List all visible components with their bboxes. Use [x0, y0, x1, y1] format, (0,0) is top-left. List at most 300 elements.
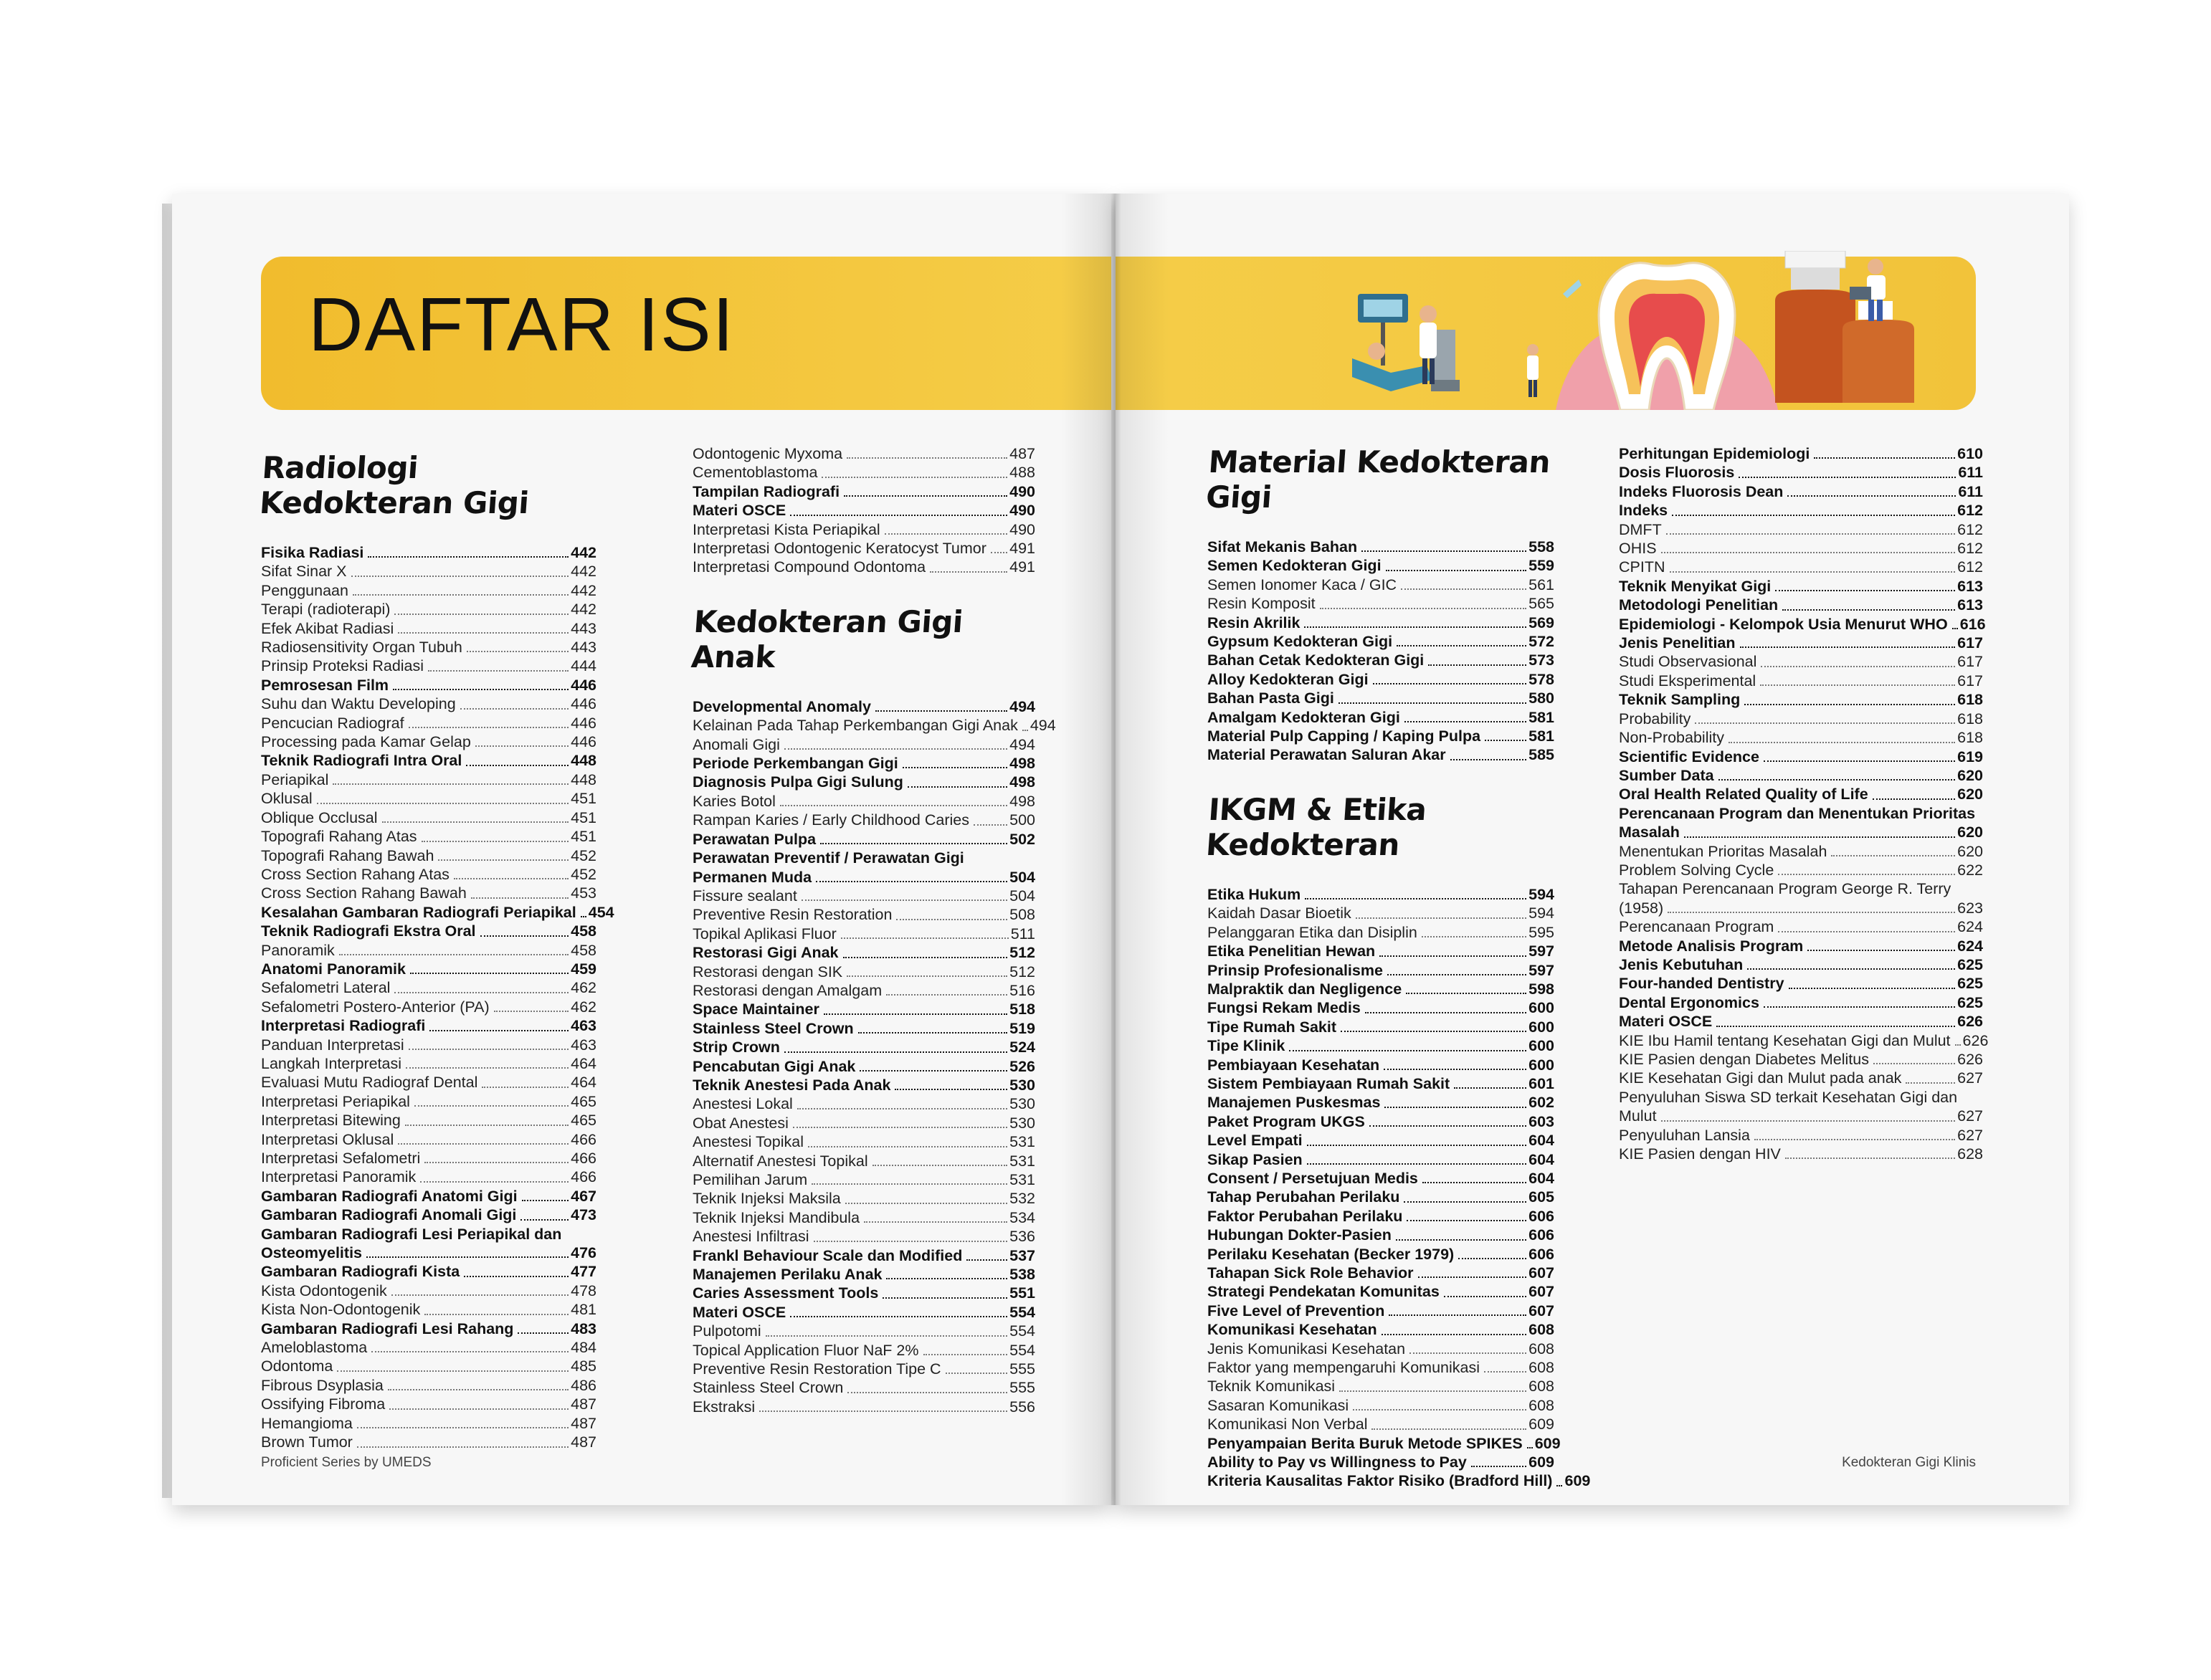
- toc-entry-label: Masalah: [1619, 824, 1680, 841]
- dot-leader: [1754, 1139, 1955, 1140]
- toc-entry: [1207, 1150, 1554, 1169]
- toc-entry-label: Dosis Fluorosis: [1619, 464, 1735, 482]
- toc-entry-page: 620: [1957, 786, 1983, 803]
- dot-leader: [1450, 759, 1527, 760]
- toc-entry-label: Manajemen Puskesmas: [1207, 1094, 1381, 1112]
- toc-entry-page: 531: [1009, 1133, 1035, 1151]
- toc-entry: [1619, 1069, 1983, 1087]
- toc-entry-page: 608: [1528, 1321, 1554, 1339]
- toc-entry: [693, 1322, 1035, 1340]
- toc-entry-label: Jenis Komunikasi Kesehatan: [1207, 1340, 1406, 1357]
- toc-entry: [261, 600, 596, 619]
- toc-entry: [261, 732, 596, 751]
- dot-leader: [886, 1278, 1007, 1279]
- toc-entry-label: KIE Pasien dengan Diabetes Melitus: [1619, 1051, 1869, 1068]
- toc-entry-page: 554: [1009, 1303, 1035, 1321]
- toc-entry-label: Interpretasi Periapikal: [261, 1092, 410, 1110]
- toc-entry: [1619, 1031, 1989, 1050]
- toc-entry-label: Penyuluhan Lansia: [1619, 1126, 1750, 1144]
- toc-entry: [1619, 1050, 1983, 1069]
- toc-entry: [1619, 1145, 1983, 1163]
- toc-entry-label: Restorasi dengan SIK: [693, 963, 843, 980]
- toc-entry-page: 609: [1564, 1472, 1591, 1490]
- toc-entry-label: Interpretasi Kista Periapikal: [693, 520, 880, 538]
- toc-entry: [1619, 558, 1983, 576]
- toc-entry-page: 612: [1957, 520, 1983, 538]
- toc-entry-label: Interpretasi Panoramik: [261, 1168, 417, 1186]
- dot-leader: [391, 1294, 569, 1296]
- dot-leader: [420, 1181, 569, 1183]
- toc-entry-label: Malpraktik dan Negligence: [1207, 980, 1402, 998]
- dot-leader: [885, 533, 1007, 535]
- toc-entry-label: Indeks: [1619, 502, 1668, 520]
- toc-entry: [1619, 728, 1983, 747]
- toc-entry-label: Studi Observasional: [1619, 653, 1757, 671]
- toc-entry-label: Rampan Karies / Early Childhood Caries: [693, 811, 969, 829]
- toc-entry: [1619, 823, 1983, 841]
- tooth-cross-section-icon: [1556, 263, 1778, 410]
- dot-leader: [1787, 495, 1956, 497]
- toc-entry: [1207, 1226, 1554, 1244]
- toc-entry: [1207, 1415, 1554, 1433]
- toc-entry-page: 451: [571, 790, 596, 808]
- dot-leader: [1761, 666, 1955, 667]
- toc-entry: [1207, 1340, 1554, 1358]
- toc-entry-page: 518: [1009, 1001, 1035, 1018]
- dot-leader: [908, 786, 1007, 788]
- dot-leader: [398, 1143, 569, 1145]
- toc-entry-label: Karies Botol: [693, 792, 776, 810]
- toc-entry-label: Topografi Rahang Bawah: [261, 846, 434, 864]
- toc-entry: [693, 520, 1035, 539]
- toc-entry-label: Oral Health Related Quality of Life: [1619, 786, 1868, 803]
- toc-entry-label: Kista Non-Odontogenik: [261, 1301, 421, 1319]
- toc-entry: [1207, 1377, 1554, 1395]
- toc-entry-page: 600: [1528, 1018, 1554, 1036]
- toc-entry: [693, 1341, 1035, 1360]
- toc-entry: [261, 1206, 596, 1224]
- dot-leader: [1716, 1026, 1955, 1027]
- toc-entry-page: 581: [1528, 727, 1554, 745]
- toc-entry-label: Indeks Fluorosis Dean: [1619, 482, 1784, 500]
- toc-entry-page: 490: [1009, 520, 1035, 538]
- toc-entry: [693, 482, 1035, 501]
- toc-entry-label: Perhitungan Epidemiologi: [1619, 445, 1810, 462]
- dot-leader: [1365, 1012, 1526, 1013]
- toc-entry-label: Sefalometri Postero-Anterior (PA): [261, 998, 490, 1016]
- toc-entry-page: 442: [571, 581, 596, 599]
- toc-entry-label: Processing pada Kamar Gelap: [261, 733, 471, 751]
- toc-entry: [1619, 482, 1983, 501]
- toc-entry-page: 442: [571, 563, 596, 581]
- toc-entry-page: 446: [571, 733, 596, 751]
- toc-entry-page: 446: [571, 695, 596, 713]
- toc-entry-page: 451: [571, 808, 596, 826]
- dot-leader: [353, 594, 569, 596]
- dot-leader: [1668, 912, 1955, 913]
- toc-entry: [261, 960, 596, 978]
- toc-entry: [1207, 614, 1554, 632]
- toc-entry-page: 466: [571, 1168, 596, 1186]
- toc-entry-line: Tahapan Perencanaan Program George R. Terry: [1619, 880, 1951, 898]
- toc-entry: [1207, 538, 1554, 556]
- toc-entry-label: Fungsi Rekam Medis: [1207, 999, 1361, 1017]
- toc-entry-page: 444: [571, 657, 596, 675]
- toc-entry-label: Materi OSCE: [1619, 1013, 1713, 1031]
- toc-entry: [1207, 1131, 1554, 1150]
- dot-leader: [816, 881, 1007, 882]
- dot-leader: [797, 1108, 1007, 1109]
- toc-entry-page: 485: [571, 1357, 596, 1375]
- toc-entry: [693, 773, 1035, 791]
- dot-leader: [1785, 1158, 1955, 1159]
- dot-leader: [766, 1335, 1008, 1337]
- dot-leader: [847, 457, 1007, 459]
- toc-entry-page: 554: [1009, 1341, 1035, 1359]
- toc-entry-page: 611: [1958, 482, 1983, 500]
- toc-entry: [1619, 1012, 1983, 1031]
- toc-entry-label: Ossifying Fibroma: [261, 1395, 386, 1413]
- dot-leader: [1384, 1107, 1526, 1108]
- toc-entry-page: 618: [1957, 710, 1983, 727]
- toc-entry-page: 538: [1009, 1266, 1035, 1284]
- toc-entry-label: Faktor yang mempengaruhi Komunikasi: [1207, 1359, 1480, 1377]
- toc-entry-label: Teknik Injeksi Mandibula: [693, 1208, 860, 1226]
- dot-leader: [357, 1446, 569, 1448]
- dot-leader: [1740, 646, 1956, 648]
- dot-leader: [1369, 1125, 1526, 1127]
- toc-entry-label: Tahapan Sick Role Behavior: [1207, 1264, 1414, 1282]
- toc-entry-page: 569: [1528, 614, 1554, 631]
- dot-leader: [759, 1411, 1007, 1412]
- toc-entry-page: 481: [571, 1301, 596, 1319]
- dot-leader: [520, 1219, 569, 1221]
- toc-entry: [1619, 520, 1983, 539]
- toc-entry: [261, 1130, 596, 1149]
- toc-entry-label: Materi OSCE: [693, 502, 786, 520]
- toc-entry: [1207, 727, 1554, 745]
- toc-entry-label: Manajemen Perilaku Anak: [693, 1266, 883, 1284]
- toc-entry-label: Odontogenic Myxoma: [693, 445, 843, 462]
- toc-entry-label: Pencucian Radiograf: [261, 714, 404, 732]
- dot-leader: [883, 1297, 1007, 1299]
- toc-entry-page: 605: [1528, 1188, 1554, 1206]
- toc-entry-page: 488: [1009, 464, 1035, 482]
- toc-entry-page: 451: [571, 828, 596, 846]
- toc-entry-label: Sasaran Komunikasi: [1207, 1396, 1349, 1414]
- toc-entry-page: 624: [1957, 937, 1983, 955]
- dot-leader: [974, 824, 1007, 826]
- toc-entry-label: KIE Ibu Hamil tentang Kesehatan Gigi dan Mulut: [1619, 1031, 1951, 1049]
- toc-entry: [1619, 463, 1983, 482]
- dot-leader: [409, 1049, 569, 1050]
- toc-entry: [1207, 1358, 1554, 1377]
- toc-entry-label: Jenis Kebutuhan: [1619, 955, 1744, 973]
- toc-entry-page: 442: [571, 544, 596, 561]
- dot-leader: [1444, 1296, 1526, 1297]
- toc-entry: [261, 998, 596, 1016]
- toc-entry: [261, 1338, 596, 1357]
- toc-entry-page: 462: [571, 998, 596, 1016]
- toc-entry-page: 466: [571, 1130, 596, 1148]
- toc-entry-label: Consent / Persetujuan Medis: [1207, 1169, 1418, 1187]
- toc-entry: [693, 1246, 1035, 1265]
- toc-entry-label: Sifat Sinar X: [261, 563, 347, 581]
- toc-entry: [261, 638, 596, 657]
- toc-entry: [1619, 672, 1983, 690]
- dot-leader: [1764, 760, 1955, 762]
- toc-entry-label: Jenis Penelitian: [1619, 634, 1736, 652]
- dot-leader: [368, 556, 569, 558]
- toc-entry-page: 463: [571, 1036, 596, 1054]
- toc-entry: [1619, 955, 1983, 974]
- toc-entry-label: Perilaku Kesehatan (Becker 1979): [1207, 1245, 1455, 1263]
- toc-entry-label: Gypsum Kedokteran Gigi: [1207, 633, 1393, 651]
- toc-entry-label: Stainless Steel Crown: [693, 1379, 844, 1397]
- toc-entry-page: 494: [1009, 735, 1035, 753]
- toc-entry-page: 597: [1528, 961, 1554, 979]
- toc-entry-label: Strategi Pendekatan Komunitas: [1207, 1283, 1440, 1301]
- toc-entry-label: Brown Tumor: [261, 1433, 353, 1451]
- toc-entry-page: 619: [1957, 748, 1983, 765]
- dot-leader: [1387, 974, 1526, 975]
- toc-entry-page: 465: [571, 1092, 596, 1110]
- toc-entry-label: Evaluasi Mutu Radiograf Dental: [261, 1074, 478, 1092]
- toc-entry-page: 602: [1528, 1094, 1554, 1112]
- toc-entry-label: Etika Penelitian Hewan: [1207, 942, 1376, 960]
- dot-leader: [841, 937, 1009, 939]
- toc-entry-label: Semen Kedokteran Gigi: [1207, 557, 1382, 575]
- toc-entry-page: 459: [571, 960, 596, 978]
- toc-entry: [693, 1284, 1035, 1302]
- toc-entry-label: Gambaran Radiografi Anatomi Gigi: [261, 1187, 518, 1205]
- dot-leader: [1747, 968, 1955, 970]
- dot-leader: [1775, 590, 1955, 591]
- toc-entry-label: Anatomi Panoramik: [261, 960, 406, 978]
- toc-entry: [261, 1300, 596, 1319]
- toc-entry: [261, 922, 596, 940]
- toc-entry: [693, 1170, 1035, 1189]
- section-heading: Material Kedokteran Gigi: [1204, 444, 1551, 515]
- dot-leader: [1955, 1044, 1961, 1046]
- toc-entry-page: 448: [571, 752, 596, 770]
- toc-entry-label: Pembiayaan Kesehatan: [1207, 1056, 1380, 1074]
- toc-entry-page: 622: [1957, 861, 1983, 879]
- toc-entry-label: Anestesi Lokal: [693, 1095, 793, 1113]
- dot-leader: [454, 878, 569, 879]
- footer-book-title: Kedokteran Gigi Klinis: [1842, 1455, 1976, 1470]
- toc-entry-label: Topikal Aplikasi Fluor: [693, 925, 837, 942]
- toc-entry: [1619, 501, 1983, 520]
- toc-entry-label: Level Empati: [1207, 1132, 1303, 1150]
- toc-entry: [261, 657, 596, 675]
- toc-entry-label: Semen Ionomer Kaca / GIC: [1207, 576, 1397, 593]
- toc-entry-label: Anestesi Topikal: [693, 1133, 804, 1151]
- toc-entry-page: 597: [1528, 942, 1554, 960]
- toc-entry: [693, 1152, 1035, 1170]
- toc-entry-page: 627: [1957, 1069, 1983, 1087]
- dot-leader: [357, 1427, 569, 1428]
- toc-entry: [693, 1038, 1035, 1056]
- toc-entry-page: 487: [1009, 445, 1035, 462]
- dot-leader: [1384, 1069, 1526, 1070]
- dot-leader: [1672, 515, 1955, 516]
- dot-leader: [1396, 1239, 1526, 1241]
- toc-entry: [261, 1016, 596, 1035]
- toc-entry-page: 604: [1528, 1150, 1554, 1168]
- toc-entry-label: Periode Perkembangan Gigi: [693, 755, 898, 773]
- toc-entry: [1207, 998, 1554, 1017]
- toc-entry: [1619, 444, 1983, 463]
- toc-entry-label: Interpretasi Bitewing: [261, 1112, 401, 1130]
- toc-entry-page: 626: [1957, 1051, 1983, 1068]
- toc-entry: [1619, 785, 1983, 803]
- toc-entry-page: 609: [1534, 1434, 1561, 1452]
- toc-entry: [693, 905, 1035, 924]
- dot-leader: [896, 919, 1007, 920]
- toc-entry-page: 561: [1528, 576, 1554, 593]
- toc-entry-page: 526: [1009, 1057, 1035, 1075]
- dot-leader: [1386, 570, 1527, 571]
- toc-entry-page: 463: [571, 1017, 596, 1035]
- toc-entry-label: Tipe Rumah Sakit: [1207, 1018, 1337, 1036]
- toc-entry-label: Kesalahan Gambaran Radiografi Periapikal: [261, 903, 576, 921]
- toc-entry-page: 598: [1528, 980, 1554, 998]
- dot-leader: [480, 935, 569, 937]
- toc-entry: [261, 1073, 596, 1092]
- toc-entry: [1207, 745, 1554, 764]
- toc-entry-page: 498: [1009, 792, 1035, 810]
- toc-entry: [693, 1094, 1035, 1113]
- toc-entry-page: 559: [1528, 557, 1554, 575]
- dot-leader: [1661, 552, 1956, 553]
- toc-entry-label: Obat Anestesi: [693, 1114, 789, 1132]
- toc-entry: [693, 1189, 1035, 1208]
- dot-leader: [1422, 1182, 1526, 1183]
- toc-entry-label: Hemangioma: [261, 1414, 353, 1432]
- toc-entry: [693, 1076, 1035, 1094]
- toc-entry-page: 484: [571, 1339, 596, 1357]
- toc-entry-page: 487: [571, 1433, 596, 1451]
- dot-leader: [845, 1203, 1007, 1204]
- dot-leader: [410, 973, 569, 974]
- toc-entry-page: 613: [1957, 596, 1983, 614]
- toc-entry: [693, 811, 1035, 829]
- toc-entry-page: 606: [1528, 1226, 1554, 1244]
- toc-entry-page: 487: [571, 1414, 596, 1432]
- toc-entry-label: Interpretasi Compound Odontoma: [693, 558, 926, 576]
- toc-entry: [1207, 1264, 1554, 1282]
- toc-entry-label: Teknik Komunikasi: [1207, 1378, 1336, 1395]
- toc-entry-label: Interpretasi Sefalometri: [261, 1150, 421, 1167]
- toc-entry-label: Sikap Pasien: [1207, 1150, 1303, 1168]
- toc-entry-page: 466: [571, 1150, 596, 1167]
- toc-entry: [693, 1265, 1035, 1284]
- toc-entry-label: Restorasi Gigi Anak: [693, 944, 839, 962]
- page-title: DAFTAR ISI: [308, 282, 736, 367]
- dot-leader: [1454, 1087, 1526, 1089]
- toc-entry: [1619, 539, 1983, 558]
- toc-entry-page: 606: [1528, 1245, 1554, 1263]
- toc-entry-label: Terapi (radioterapi): [261, 601, 391, 619]
- toc-entry-label: Fissure sealant: [693, 887, 797, 905]
- toc-entry-label: Metodologi Penelitian: [1619, 596, 1779, 614]
- dot-leader: [1906, 1082, 1955, 1084]
- toc-entry-label: Sistem Pembiayaan Rumah Sakit: [1207, 1074, 1450, 1092]
- toc-entry-page: 625: [1957, 993, 1983, 1011]
- footer-series: Proficient Series by UMEDS: [261, 1455, 432, 1470]
- toc-entry: [1207, 1188, 1554, 1206]
- toc-entry-label: Pemrosesan Film: [261, 676, 389, 694]
- toc-entry: [693, 943, 1035, 962]
- dot-leader: [1341, 1031, 1526, 1032]
- toc-entry-page: 608: [1528, 1340, 1554, 1357]
- toc-entry-page: 464: [571, 1074, 596, 1092]
- dot-leader: [1556, 1485, 1562, 1486]
- toc-entry-label: Tahap Perubahan Perilaku: [1207, 1188, 1400, 1206]
- dot-leader: [1305, 898, 1526, 899]
- toc-entry: [1207, 1245, 1554, 1264]
- dot-leader: [793, 1127, 1007, 1128]
- dot-leader: [814, 1241, 1008, 1242]
- toc-entry-label: Penyampaian Berita Buruk Metode SPIKES: [1207, 1434, 1523, 1452]
- toc-entry: [1207, 689, 1554, 707]
- dot-leader: [409, 727, 569, 728]
- dot-leader: [494, 1011, 569, 1012]
- toc-entry-page: 616: [1959, 615, 1986, 633]
- toc-entry-label: Pulpotomi: [693, 1322, 761, 1340]
- toc-entry-label: Material Pulp Capping / Kaping Pulpa: [1207, 727, 1481, 745]
- toc-entry-page: 498: [1009, 755, 1035, 773]
- toc-entry: [1619, 652, 1983, 671]
- toc-entry-label: Mulut: [1619, 1107, 1657, 1125]
- toc-entry-page: 530: [1009, 1095, 1035, 1113]
- toc-column-1: [258, 450, 614, 1452]
- dot-leader: [394, 614, 569, 615]
- toc-entry-page: 446: [571, 714, 596, 732]
- dot-leader: [1307, 1145, 1526, 1146]
- dot-leader: [1670, 571, 1956, 573]
- dot-leader: [1739, 477, 1956, 478]
- toc-entry: [1619, 974, 1983, 993]
- toc-entry: [1207, 1112, 1554, 1131]
- dot-leader: [1407, 1220, 1526, 1221]
- toc-entry: [693, 444, 1035, 463]
- toc-entry-label: Five Level of Prevention: [1207, 1302, 1385, 1319]
- toc-entry: [1207, 942, 1554, 960]
- toc-entry-page: 612: [1957, 540, 1983, 558]
- toc-entry-label: Penggunaan: [261, 581, 348, 599]
- toc-entry-page: 483: [571, 1319, 596, 1337]
- toc-entry-page: 600: [1528, 1037, 1554, 1055]
- toc-entry-label: Sefalometri Lateral: [261, 979, 391, 997]
- toc-entry: [1207, 1302, 1554, 1320]
- toc-entry-page: 448: [571, 770, 596, 788]
- toc-entry-label: Interpretasi Oklusal: [261, 1130, 394, 1148]
- toc-entry: [693, 1000, 1035, 1018]
- toc-entry: [693, 697, 1035, 716]
- toc-entry-page: 581: [1528, 708, 1554, 726]
- toc-entry-label: Pemilihan Jarum: [693, 1171, 808, 1188]
- toc-entry-page: 627: [1957, 1126, 1983, 1144]
- toc-entry: [261, 1395, 596, 1413]
- toc-entry-label: Teknik Radiografi Ekstra Oral: [261, 922, 476, 940]
- toc-entry: [1207, 980, 1554, 998]
- dot-leader: [471, 897, 569, 899]
- dot-leader: [790, 515, 1007, 516]
- dot-leader: [1458, 1258, 1526, 1259]
- dot-leader: [394, 992, 569, 993]
